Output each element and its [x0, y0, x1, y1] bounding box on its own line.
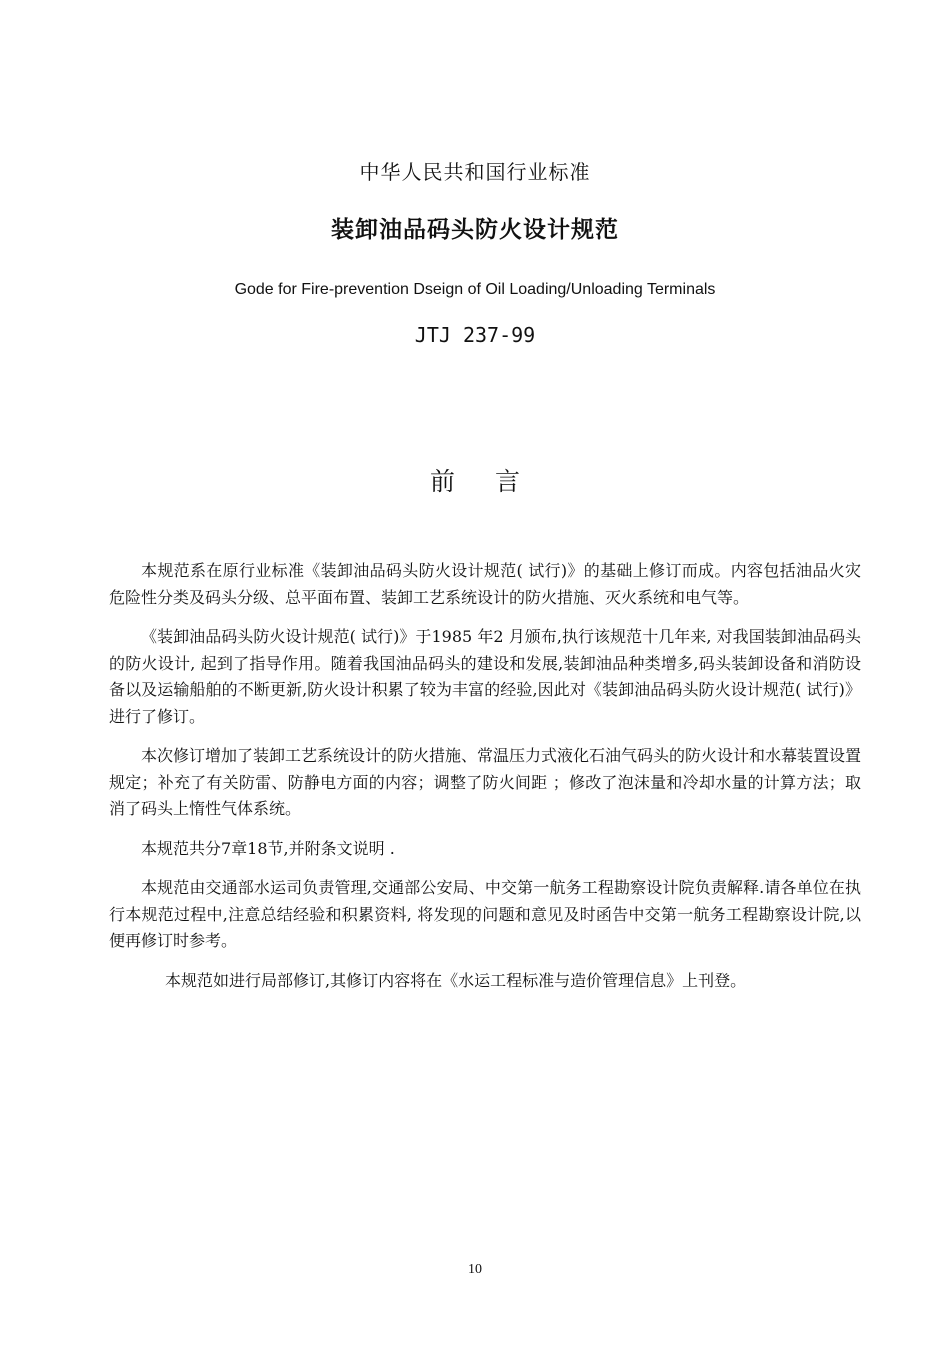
standard-code: JTJ 237-99	[414, 323, 536, 347]
foreword-heading: 前言	[429, 467, 560, 496]
document-title: 装卸油品码头防火设计规范	[331, 217, 619, 243]
foreword-paragraph: 本规范共分7章18节,并附条文说明 .	[141, 838, 395, 858]
english-title: Gode for Fire-prevention Dseign of Oil Loading/Unloading Terminals	[234, 281, 716, 298]
foreword-paragraph: 《装卸油品码头防火设计规范( 试行)》于1985 年2 月颁布,执行该规范十几年来, 对我国装卸油品码头的防火设计, 起到了指导作用。随着我国油品码头的建设和发展,装卸油品种类增多,码头装卸设备和消防设备以及运输船舶的不断更新,防火设计积累了较为丰富的经验,因此对《装卸油品码头防火设计规范( 试行)》进行了修订。	[109, 627, 861, 726]
foreword-paragraph: 本规范系在原行业标准《装卸油品码头防火设计规范( 试行)》的基础上修订而成。内容包括油品火灾危险性分类及码头分级、总平面布置、装卸工艺系统设计的防火措施、灭火系统和电气等。	[109, 561, 861, 607]
page-number: 10	[468, 1262, 482, 1277]
industry-standard-label: 中华人民共和国行业标准	[359, 160, 591, 184]
foreword-paragraph: 本规范由交通部水运司负责管理,交通部公安局、中交第一航务工程勘察设计院负责解释.请各单位在执行本规范过程中,注意总结经验和积累资料, 将发现的问题和意见及时函告中交第一航务工程勘察设计院,以便再修订时参考。	[109, 878, 861, 950]
foreword-paragraph: 本规范如进行局部修订,其修订内容将在《水运工程标准与造价管理信息》上刊登。	[165, 970, 747, 990]
foreword-body	[109, 558, 861, 1007]
foreword-paragraph: 本次修订增加了装卸工艺系统设计的防火措施、常温压力式液化石油气码头的防火设计和水幕装置设置规定；补充了有关防雷、防静电方面的内容；调整了防火间距 ；修改了泡沫量和冷却水量的计算方法；取消了码头上惰性气体系统。	[109, 746, 862, 818]
